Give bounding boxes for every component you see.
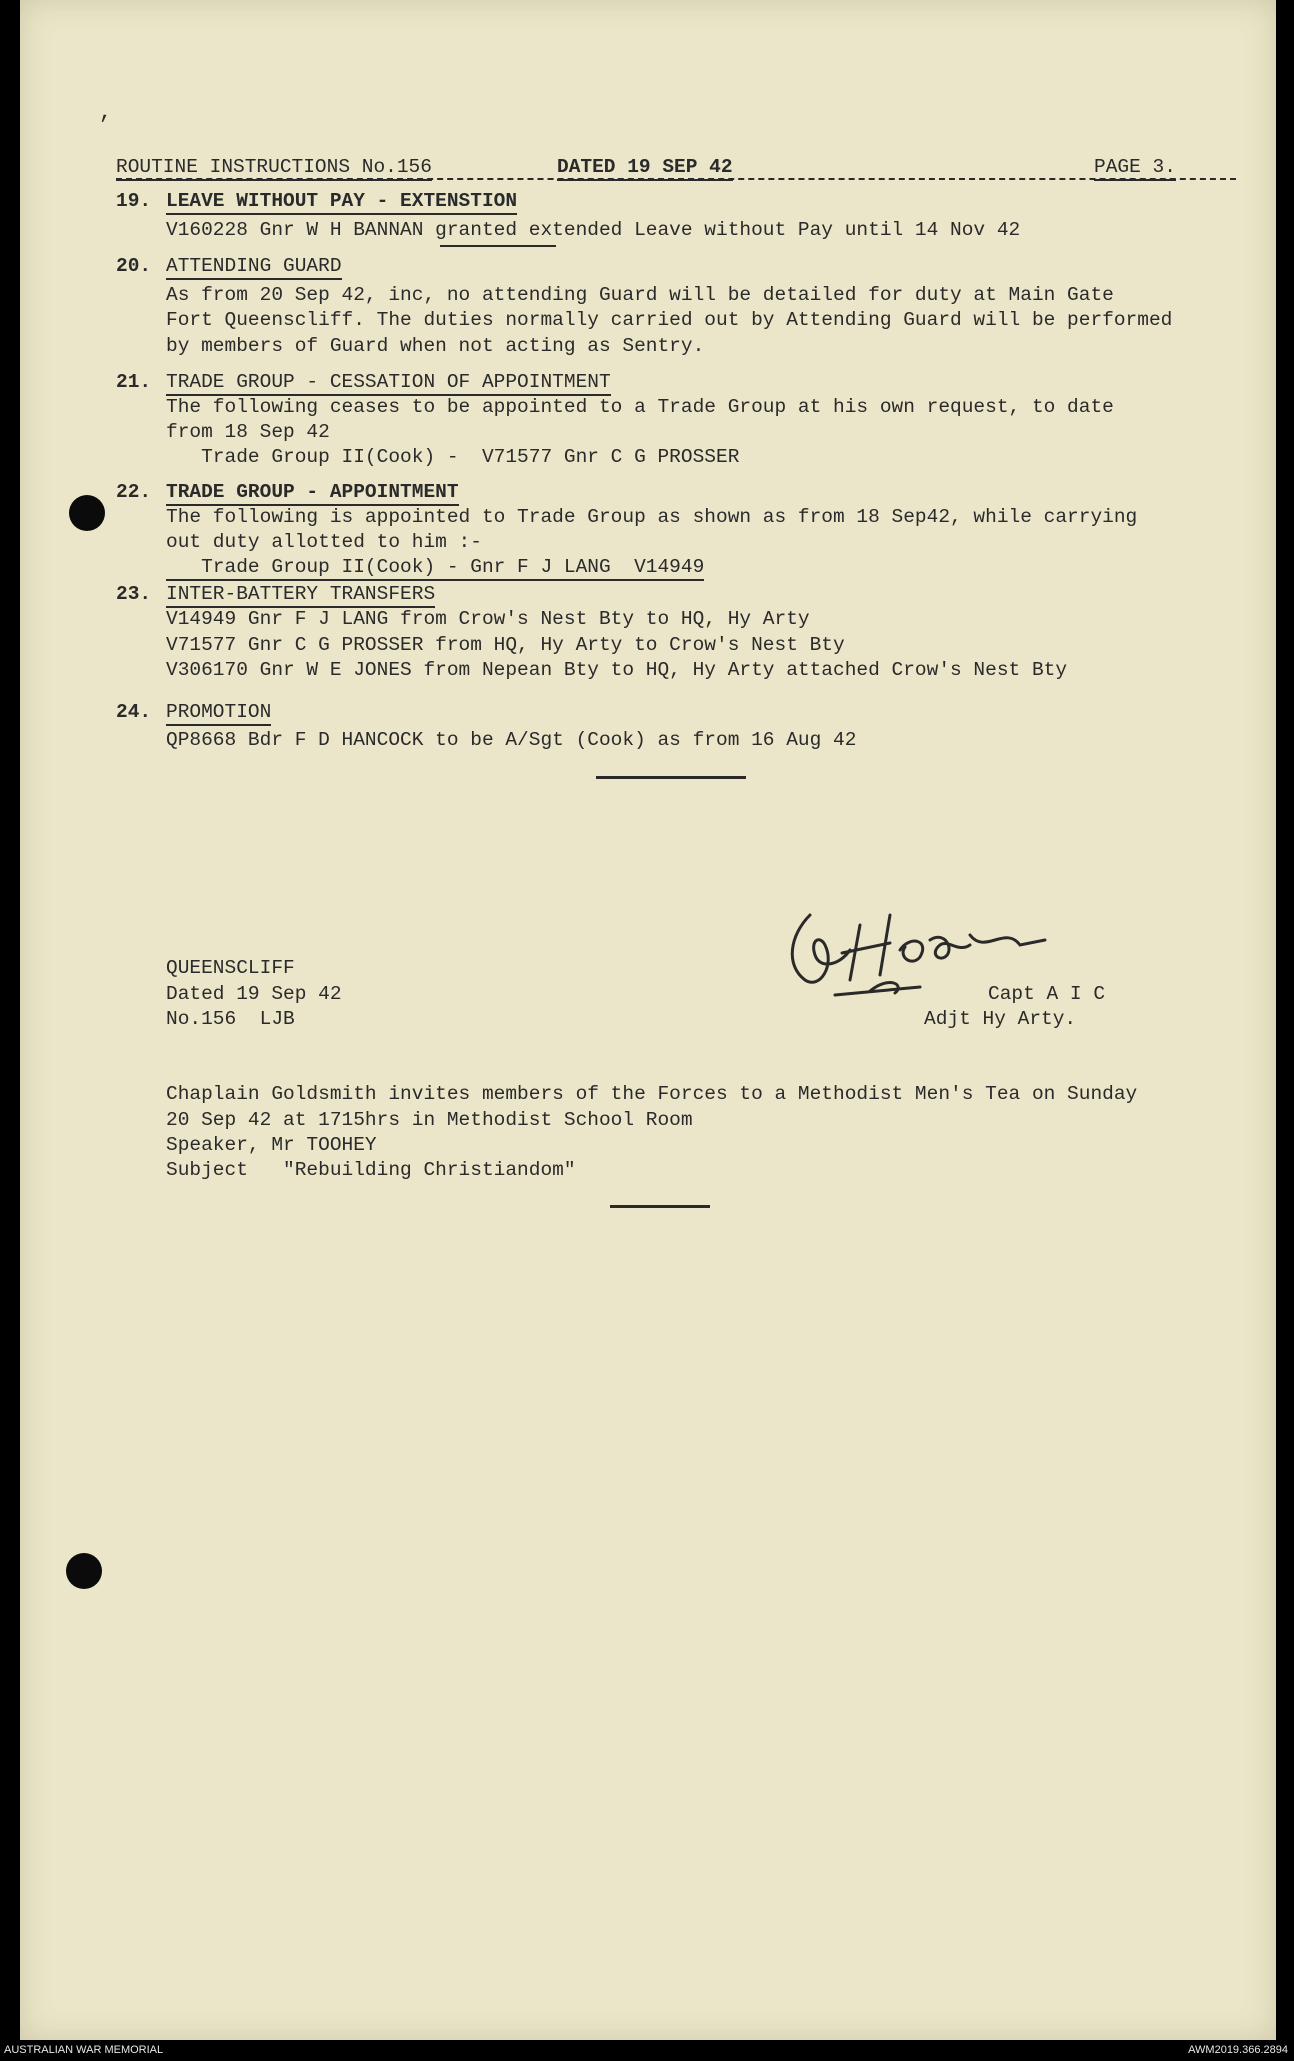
signatory-rank: Capt A I C [988, 983, 1106, 1005]
issue-date: Dated 19 Sep 42 [166, 983, 342, 1005]
notice-line: Speaker, Mr TOOHEY [166, 1134, 377, 1156]
item-heading: ATTENDING GUARD [166, 257, 342, 280]
item-line: by members of Guard when not acting as Sentry. [166, 335, 705, 357]
archive-reference: AWM2019.366.2894 [1188, 2044, 1288, 2056]
item-heading: INTER-BATTERY TRANSFERS [166, 585, 435, 608]
item-line: As from 20 Sep 42, inc, no attending Guard will be detailed for duty at Main Gate [166, 284, 1114, 306]
item-heading: LEAVE WITHOUT PAY - EXTENSTION [166, 192, 517, 215]
item-line: The following ceases to be appointed to a Trade Group at his own request, to date [166, 396, 1114, 418]
item-number: 19. [116, 190, 152, 212]
margin-mark: , [99, 100, 113, 125]
item-line: The following is appointed to Trade Group as shown as from 18 Sep42, while carrying [166, 506, 1138, 528]
item-line: V306170 Gnr W E JONES from Nepean Bty to HQ, Hy Arty attached Crow's Nest Bty [166, 659, 1068, 681]
header-rule [116, 178, 1236, 180]
notice-line: 20 Sep 42 at 1715hrs in Methodist School Room [166, 1109, 693, 1131]
item-number: 23. [116, 583, 152, 605]
item-number: 24. [116, 701, 152, 723]
reference-number: No.156 LJB [166, 1008, 295, 1030]
place-name: QUEENSCLIFF [166, 957, 295, 979]
item-heading: TRADE GROUP - CESSATION OF APPOINTMENT [166, 373, 611, 396]
punch-hole-top [69, 495, 105, 531]
signatory-appointment: Adjt Hy Arty. [924, 1008, 1077, 1030]
item-number: 21. [116, 371, 152, 393]
item-line: Trade Group II(Cook) - V71577 Gnr C G PROSSER [166, 446, 740, 468]
item-number: 22. [116, 481, 152, 503]
punch-hole-bottom [66, 1553, 102, 1589]
header-dated: DATED 19 SEP 42 [557, 158, 733, 181]
item-line: V71577 Gnr C G PROSSER from HQ, Hy Arty to Crow's Nest Bty [166, 634, 845, 656]
section-divider [610, 1205, 710, 1208]
item-line: V160228 Gnr W H BANNAN granted extended Leave without Pay until 14 Nov 42 [166, 219, 1021, 241]
section-divider [596, 776, 746, 779]
item-line: out duty allotted to him :- [166, 531, 482, 553]
item-number: 20. [116, 255, 152, 277]
item-heading: TRADE GROUP - APPOINTMENT [166, 483, 459, 506]
item-line: QP8668 Bdr F D HANCOCK to be A/Sgt (Cook) as from 16 Aug 42 [166, 729, 857, 751]
item-line: Fort Queenscliff. The duties normally carried out by Attending Guard will be performed [166, 309, 1173, 331]
archive-footer [0, 2040, 1294, 2061]
item-line: from 18 Sep 42 [166, 421, 330, 443]
underline-mark [440, 245, 556, 247]
archive-name: AUSTRALIAN WAR MEMORIAL [4, 2044, 164, 2056]
item-line: Trade Group II(Cook) - Gnr F J LANG V14949 [166, 558, 704, 581]
item-line: V14949 Gnr F J LANG from Crow's Nest Bty to HQ, Hy Arty [166, 608, 810, 630]
header-page: PAGE 3. [1094, 158, 1176, 181]
notice-line: Subject "Rebuilding Christiandom" [166, 1159, 576, 1181]
item-heading: PROMOTION [166, 703, 271, 726]
header-title: ROUTINE INSTRUCTIONS No.156 [116, 158, 432, 181]
notice-line: Chaplain Goldsmith invites members of the Forces to a Methodist Men's Tea on Sunday [166, 1083, 1138, 1105]
